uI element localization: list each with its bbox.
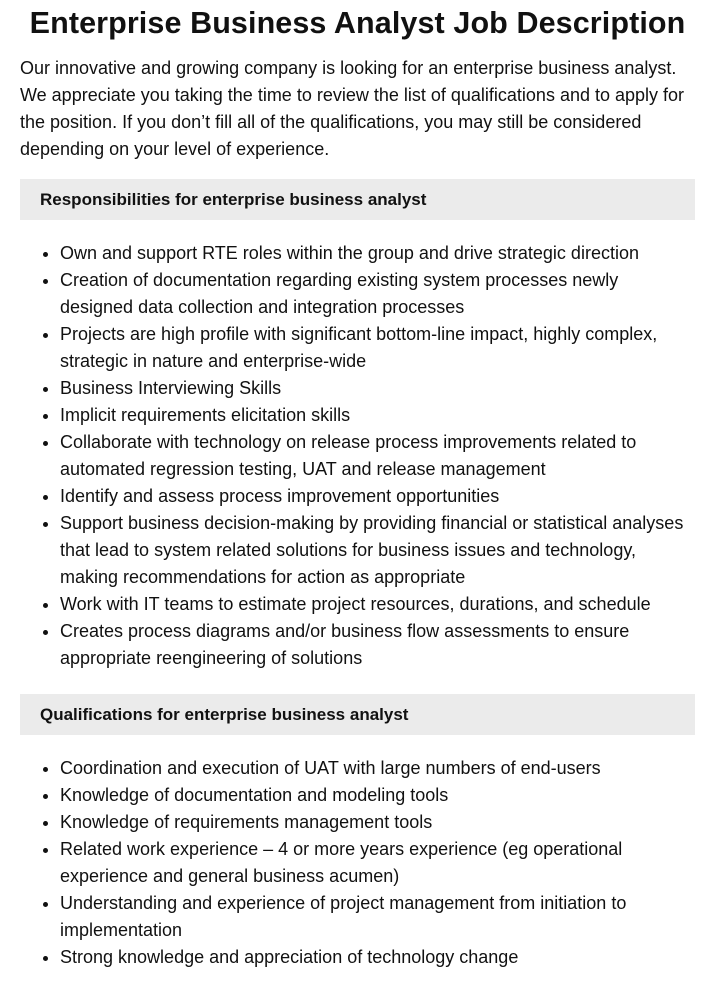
list-item: • Creation of documentation regarding existing system processes newly designed data collection and integration processes [60,267,695,321]
list-item: • Strong knowledge and appreciation of technology change [60,944,695,971]
list-item: • Projects are high profile with significant bottom-line impact, highly complex, strategic in nature and enterprise-wide [60,321,695,375]
list-item: • Support business decision-making by providing financial or statistical analyses that lead to system related solutions for business issues and technology, making recommendations for action as appropriate [60,510,695,591]
list-item: • Coordination and execution of UAT with large numbers of end-users [60,755,695,782]
list-item: • Related work experience – 4 or more years experience (eg operational experience and general business acumen) [60,836,695,890]
page-title: Enterprise Business Analyst Job Description [29,6,686,40]
qualifications-section [20,694,695,971]
responsibilities-section [20,179,695,672]
list-item: • Business Interviewing Skills [60,375,695,402]
list-item: • Identify and assess process improvement opportunities [60,483,695,510]
responsibilities-list [20,240,695,672]
list-item: • Understanding and experience of project management from initiation to implementation [60,890,695,944]
section-heading: Responsibilities for enterprise business analyst [20,179,695,220]
list-item: • Creates process diagrams and/or business flow assessments to ensure appropriate reengineering of solutions [60,618,695,672]
list-item: • Own and support RTE roles within the group and drive strategic direction [60,240,695,267]
section-heading: Qualifications for enterprise business analyst [20,694,695,735]
list-item: • Knowledge of documentation and modeling tools [60,782,695,809]
intro-paragraph: Our innovative and growing company is looking for an enterprise business analyst. We appreciate you taking the time to review the list of qualifications and to apply for the position. If you don’t fill all of the qualifications, you may still be considered depending on your level of experience. [20,58,685,159]
qualifications-list [20,755,695,971]
list-item: • Work with IT teams to estimate project resources, durations, and schedule [60,591,695,618]
list-item: • Collaborate with technology on release process improvements related to automated regression testing, UAT and release management [60,429,695,483]
list-item: • Knowledge of requirements management tools [60,809,695,836]
list-item: • Implicit requirements elicitation skills [60,402,695,429]
